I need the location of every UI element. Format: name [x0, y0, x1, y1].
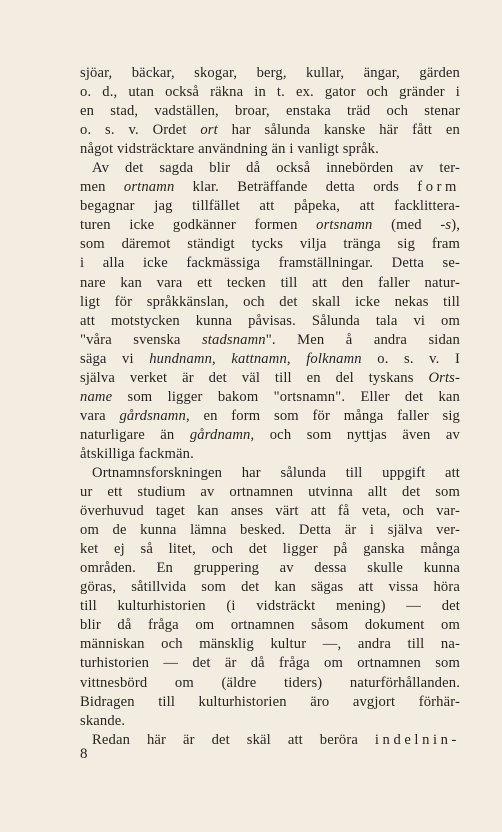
- text-line: vittnesbörd om (äldre tiders) naturförhållanden.: [80, 674, 460, 691]
- text-line: som däremot ständigt tycks vilja tränga sig fram: [80, 236, 460, 253]
- text-line: blir då fråga om ortnamnen såsom dokument om: [80, 617, 460, 634]
- text-line: ur ett studium av ortnamnen utvinna allt det som: [80, 484, 460, 501]
- text-line: säga vi hundnamn, kattnamn, folknamn o. s. v. I: [80, 350, 461, 367]
- text-line: skande.: [80, 712, 126, 729]
- text-line: o. s. v. Ordet ort har sålunda kanske här fått en: [80, 122, 460, 139]
- text-line: till kulturhistorien (i vidsträckt mening) — det: [80, 598, 460, 615]
- text-line: Av det sagda blir då också innebörden av ter-: [92, 160, 460, 177]
- text-line: i alla icke fackmässiga framställningar. Detta se-: [80, 255, 460, 272]
- text-line: sjöar, bäckar, skogar, berg, kullar, ängar, gärden: [80, 65, 460, 81]
- body-text: [80, 64, 460, 750]
- page-number: 8: [80, 746, 88, 762]
- text-line: ligt för språkkänslan, och det skall icke nekas till: [80, 293, 460, 310]
- text-line: något vidsträcktare användning än i vanligt språk.: [80, 141, 379, 158]
- text-line: turen icke godkänner formen ortsnamn (med -s),: [80, 217, 460, 234]
- text-line: vara gårdsnamn, en form som för många faller sig: [80, 407, 460, 424]
- text-line: Redan här är det skäl att beröra indelnin-: [92, 731, 460, 748]
- text-line: en stad, vadställen, broar, enstaka träd och stenar: [80, 103, 460, 120]
- text-line: själva verket är det väl till en del tyskans Orts-: [80, 369, 460, 386]
- text-line: o. d., utan också räkna in t. ex. gator och gränder i: [80, 84, 460, 101]
- text-line: göras, såtillvida som det kan sägas att vissa höra: [80, 579, 460, 596]
- text-line: men ortnamn klar. Beträffande detta ords form: [80, 179, 461, 196]
- text-line: att motstycken kunna påvisas. Sålunda tala vi om: [80, 312, 460, 329]
- text-line: begagnar jag tillfället att påpeka, att facklittera-: [80, 198, 460, 215]
- text-line: naturligare än gårdnamn, och som nyttjas även av: [80, 426, 461, 443]
- text-line: turhistorien — det är då fråga om ortnamnen som: [80, 655, 460, 672]
- text-line: människan och mänsklig kultur —, andra till na-: [80, 636, 460, 653]
- text-line: Bidragen till kulturhistorien äro avgjort förhär-: [80, 693, 460, 710]
- text-line: name som ligger bakom "ortsnamn". Eller det kan: [80, 388, 460, 405]
- text-line: Ortnamnsforskningen har sålunda till uppgift att: [92, 464, 460, 481]
- text-line: "våra svenska stadsnamn". Men å andra sidan: [80, 331, 460, 348]
- text-line: om de kunna lämna besked. Detta är i själva ver-: [80, 522, 460, 539]
- text-line: överhuvud taget kan anses värt att få veta, och var-: [80, 503, 460, 520]
- text-line: åtskilliga fackmän.: [80, 445, 194, 462]
- text-line: områden. En gruppering av dessa skulle kunna: [80, 560, 460, 577]
- text-line: ket ej så litet, och det ligger på ganska många: [80, 541, 460, 558]
- text-line: nare kan vara ett tecken till att den faller natur-: [80, 274, 460, 291]
